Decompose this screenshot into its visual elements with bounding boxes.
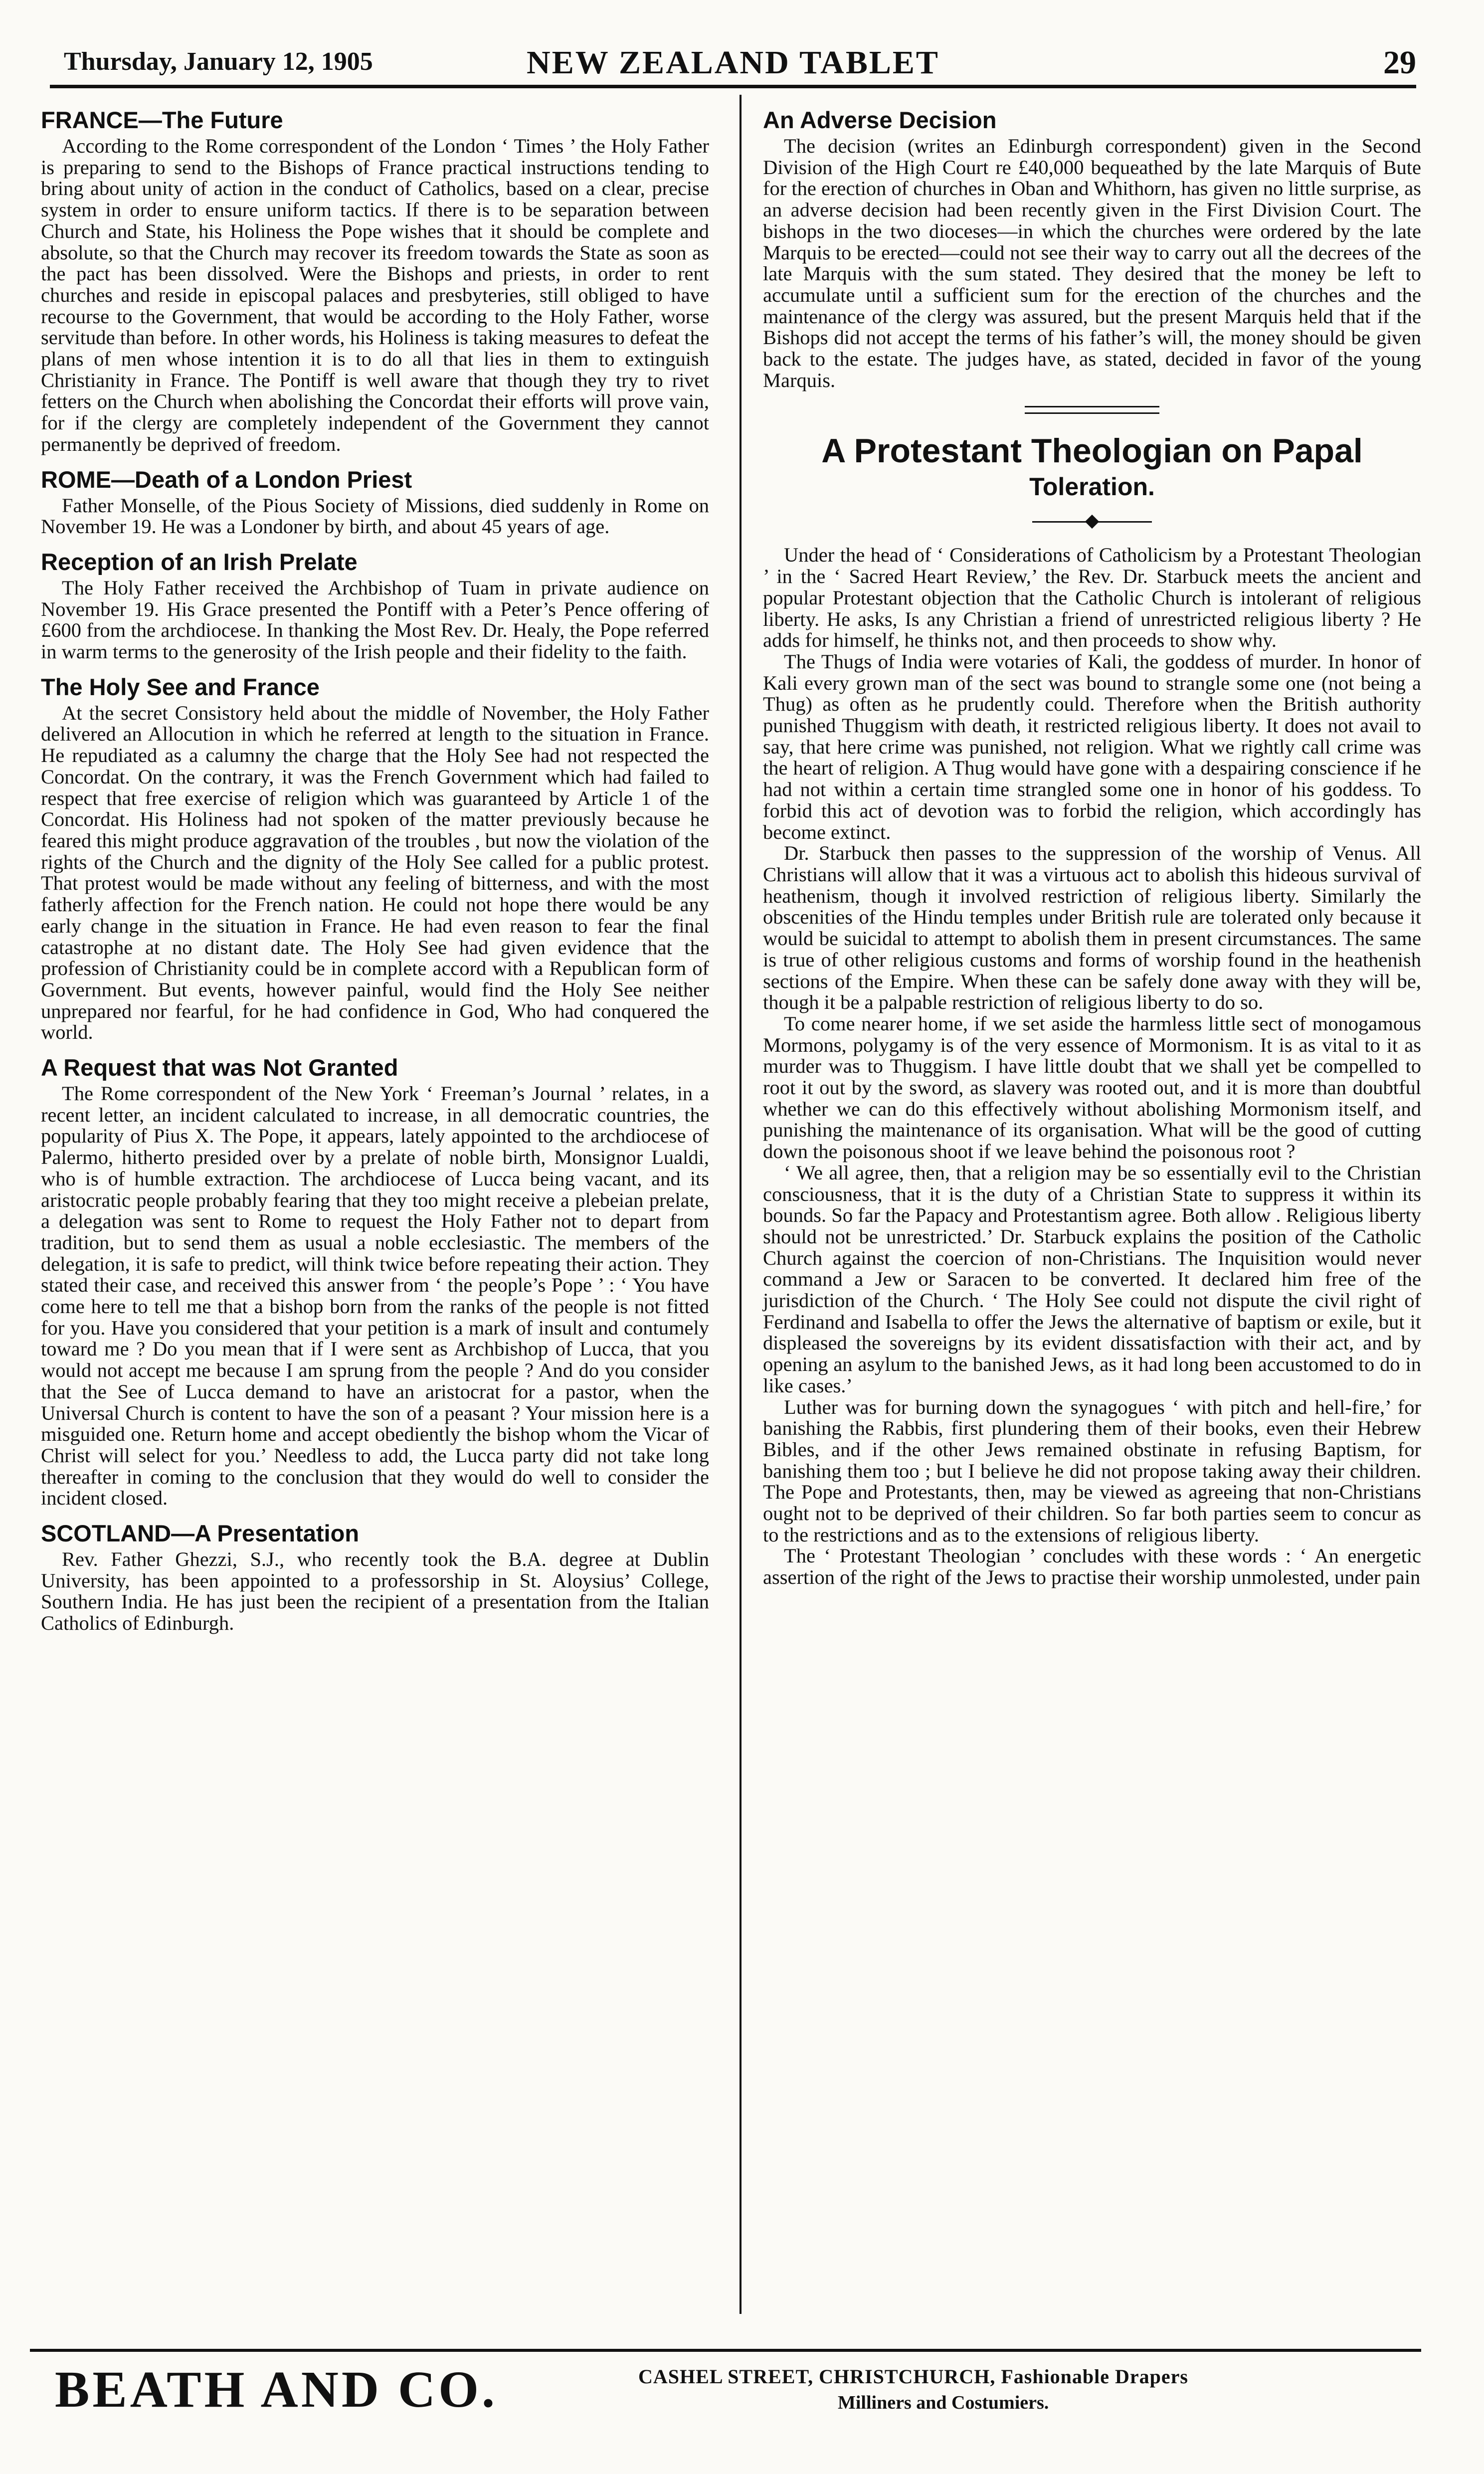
article-france-future xyxy=(41,105,709,455)
right-column xyxy=(763,105,1421,1597)
article-holy-see-france xyxy=(41,672,709,1043)
article-adverse-decision xyxy=(763,105,1421,391)
article-heading: SCOTLAND—A Presentation xyxy=(41,1520,360,1547)
article-heading: An Adverse Decision xyxy=(763,107,997,133)
article-irish-prelate xyxy=(41,547,709,663)
article-paragraph: The Rome correspondent of the New York ‘ Freeman’s Journal ’ relates, in a recent letter, an incident calculated to increase, in all democratic countries, the popularity of Pius X. The Pope, it appears, lately appointed to the archdiocese of Palermo, hitherto presided over by a prelate of noble birth, Monsignor Lualdi, who is of humble extraction. The archdiocese of Lucca being vacant, and its aristocratic people probably fearing that they too might receive a plebeian prelate, a delegation was sent to Rome to request the Holy Father not to depart from tradition, but to send them as usual a noble ecclesiastic. The members of the delegation, it is safe to predict, will think twice before repeating their action. They stated their case, and received this answer from ‘ the people’s Pope ’ : ‘ You have come here to tell me that a bishop born from the ranks of the people is not fitted for you. Have you considered that your petition is a mark of insult and contumely toward me ? Do you mean that if I were sent as Archbishop of Lucca, that you would not accept me because I am sprung from the people ? And do you consider that the See of Lucca demand to have an aristocrat for a pastor, when the Universal Church is content to have the son of a peasant ? Your mission here is a misguided one. Return home and accept obediently the bishop whom the Vicar of Christ will select for you.’ Needless to add, the Lucca party did not take long thereafter in coming to the conclusion that they would do well to consider the incident closed. xyxy=(41,1082,709,1510)
left-column xyxy=(41,105,709,1643)
article-heading: Reception of an Irish Prelate xyxy=(41,548,358,575)
advertiser-tagline: Milliners and Costumiers. xyxy=(838,2392,1049,2413)
article-paragraph: According to the Rome correspondent of the London ‘ Times ’ the Holy Father is preparing to send to the Bishops of France practical instructions tending to bring about unity of action in the conduct of Catholics, based on a clear, precise system in order to ensure uniform tactics. If there is to be separation between Church and State, his Holiness the Pope wishes that it should be complete and absolute, so that the Church may recover its freedom towards the State as soon as the pact has been dissolved. Were the Bishops and priests, in order to rent churches and reside in episcopal palaces and presbyteries, still obliged to have recourse to the Government, that would be according to the Holy Father, worse servitude than before. In other words, his Holiness is taking measures to defeat the plans of men whose intention it is to do all that lies in them to extinguish Christianity in France. The Pontiff is well aware that though they try to rivet fetters on the Church when abolishing the Concordat their efforts will prove vain, for if the clergy are completely independent of the Government they cannot permanently be deprived of freedom. xyxy=(41,135,709,455)
article-paragraph: Luther was for burning down the synagogues ‘ with pitch and hell-fire,’ for banishing the Rabbis, first plundering them of their books, even their Hebrew Bibles, and if the other Jews remained obstinate in refusing Baptism, for banishing them too ; but I believe he did not propose taking away their children. The Pope and Protestants, then, may be viewed as agreeing that non-Christians ought not to be deprived of their children. So far both parties seem to concur as to the restrictions and as to the extensions of religious liberty. xyxy=(763,1395,1421,1546)
article-paragraph: Father Monselle, of the Pious Society of Missions, died suddenly in Rome on November 19. He was a Londoner by birth, and about 45 years of age. xyxy=(41,494,709,538)
article-heading: The Holy See and France xyxy=(41,673,320,700)
advertiser-address: CASHEL STREET, CHRISTCHURCH, Fashionable Drapers xyxy=(638,2365,1188,2388)
article-paragraph: At the secret Consistory held about the middle of November, the Holy Father delivered an Allocution in which he referred at length to the situation in France. He repudiated as a calumny the charge that the Holy See had not respected the Concordat. On the contrary, it was the French Government which had failed to respect that free exercise of religion which was guaranteed by Article 1 of the Concordat. His Holiness had not spoken of the matter previously because he feared this might produce aggravation of the troubles , but now the violation of the rights of the Church and the dignity of the Holy See called for a public protest. That protest would be made without any feeling of bitterness, and with the most fatherly affection for the French nation. He could not hope there would be any early change in the situation in France. He had even reason to fear the final catastrophe at no distant date. The Holy See had given evidence that the profession of Christianity could be in complete accord with a Republican form of Government. But events, however painful, would find the Holy See neither unprepared nor fearful, for he had confidence in God, Who had conquered the world. xyxy=(41,701,709,1044)
page-number: 29 xyxy=(1383,44,1416,81)
article-paragraph: The ‘ Protestant Theologian ’ concludes with these words : ‘ An energetic assertion of the right of the Jews to practise their worship unmolested, under pain xyxy=(763,1544,1421,1589)
article-protestant-theologian xyxy=(763,545,1421,1588)
double-rule-divider xyxy=(1025,406,1159,414)
advertiser-name: BEATH AND CO. xyxy=(55,2361,498,2418)
issue-date: Thursday, January 12, 1905 xyxy=(64,47,373,76)
footer-rule xyxy=(30,2349,1421,2352)
article-paragraph: The Holy Father received the Archbishop of Tuam in private audience on November 19. His Grace presented the Pontiff with a Peter’s Pence offering of £600 from the archdiocese. In thanking the Most Rev. Dr. Healy, the Pope referred in warm terms to the generosity of the Irish people and their fidelity to the faith. xyxy=(41,576,709,663)
article-heading: A Request that was Not Granted xyxy=(41,1054,398,1081)
article-rome-death xyxy=(41,464,709,538)
column-divider xyxy=(740,95,742,2314)
feature-title: A Protestant Theologian on Papal xyxy=(821,432,1363,470)
article-paragraph: Dr. Starbuck then passes to the suppression of the worship of Venus. All Christians will allow that it was a virtuous act to abolish this hideous survival of heathenism, though it involved restriction of religious liberty. Similarly the obscenities of the Hindu temples under British rule are tolerated only because it would be suicidal to attempt to abolish them in present circumstances. The same is true of other religious customs and forms of worship found in the heathenish sections of the Empire. When these can be safely done away with they will be, though it be a palpable restriction of religious liberty to do so. xyxy=(763,842,1421,1014)
article-request-not-granted xyxy=(41,1052,709,1509)
article-heading: FRANCE—The Future xyxy=(41,107,283,133)
feature-heading xyxy=(763,406,1421,532)
article-paragraph: Rev. Father Ghezzi, S.J., who recently took the B.A. degree at Dublin University, has been appointed to a professorship in St. Aloysius’ College, Southern India. He has just been the recipient of a presentation from the Italian Catholics of Edinburgh. xyxy=(41,1548,709,1635)
masthead xyxy=(50,44,1416,84)
article-paragraph: Under the head of ‘ Considerations of Catholicism by a Protestant Theologian ’ in the ‘ Sacred Heart Review,’ the Rev. Dr. Starbuck meets the ancient and popular Protestant objection that the Catholic Church is intolerant of religious liberty. He asks, Is any Christian a friend of unrestricted religious liberty ? He adds for himself, he thinks not, and then proceeds to show why. xyxy=(763,544,1421,652)
feature-subtitle: Toleration. xyxy=(1029,473,1155,501)
article-paragraph: The Thugs of India were votaries of Kali, the goddess of murder. In honor of Kali every grown man of the sect was bound to strangle some one (not being a Thug) as often as he prudently could. Therefore when the British authority punished Thuggism with death, it restricted religious liberty. It does not avail to say, that here crime was punished, not religion. What we rightly call crime was the heart of religion. A Thug would have gone with a despairing conscience if he had not within a certain time strangled some one in honor of his goddess. To forbid this act of devotion was to forbid the religion, which accordingly has become extinct. xyxy=(763,650,1421,843)
masthead-rule xyxy=(50,85,1416,88)
article-paragraph: The decision (writes an Edinburgh correspondent) given in the Second Division of the High Court re £40,000 bequeathed by the late Marquis of Bute for the erection of churches in Oban and Whithorn, has given no little surprise, as an adverse decision had been recently given in the First Division Court. The bishops in the two dioceses—in which the churches were ordered by the late Marquis to be erected—could not see their way to carry out all the decrees of the late Marquis with the sum stated. They desired that the money be left to accumulate until a sufficient sum for the erection of the churches and the maintenance of the clergy was assured, but the present Marquis held that if the Bishops did not accept the terms of his father’s will, the money should be given back to the estate. The judges have, as stated, decided in favor of the young Marquis. xyxy=(763,135,1421,391)
article-paragraph: To come nearer home, if we set aside the harmless little sect of monogamous Mormons, polygamy is of the very essence of Mormonism. It is as vital to it as murder was to Thuggism. I have little doubt that we shall yet be compelled to root it out by the sword, as slavery was rooted out, and it is more than doubtful whether we can do this effectively without abolishing Mormonism itself, and punishing the maintenance of its organisation. What will be the good of cutting down the poisonous shoot if we leave behind the poisonous root ? xyxy=(763,1012,1421,1163)
newspaper-title: NEW ZEALAND TABLET xyxy=(527,44,939,81)
diamond-ornament-icon xyxy=(1032,512,1152,532)
article-heading: ROME—Death of a London Priest xyxy=(41,466,412,493)
footer-advertisement xyxy=(40,2355,1416,2425)
article-scotland-presentation xyxy=(41,1518,709,1634)
article-paragraph: ‘ We all agree, then, that a religion may be so essentially evil to the Christian consciousness, that it is the duty of a Christian State to suppress it within its bounds. So far the Papacy and Protestantism agree. Both allow . Religious liberty should not be unrestricted.’ Dr. Starbuck explains the position of the Catholic Church against the coercion of non-Christians. The Inquisition would never command a Jew or Saracen to be converted. It declared him free of the jurisdiction of the Church. ‘ The Holy See could not dispute the civil right of Ferdinand and Isabella to offer the Jews the alternative of baptism or exile, but it displeased the sovereigns by its evident dissatisfaction with their act, and by opening an asylum to the banished Jews, as it had long been accustomed to do in like cases.’ xyxy=(763,1161,1421,1397)
